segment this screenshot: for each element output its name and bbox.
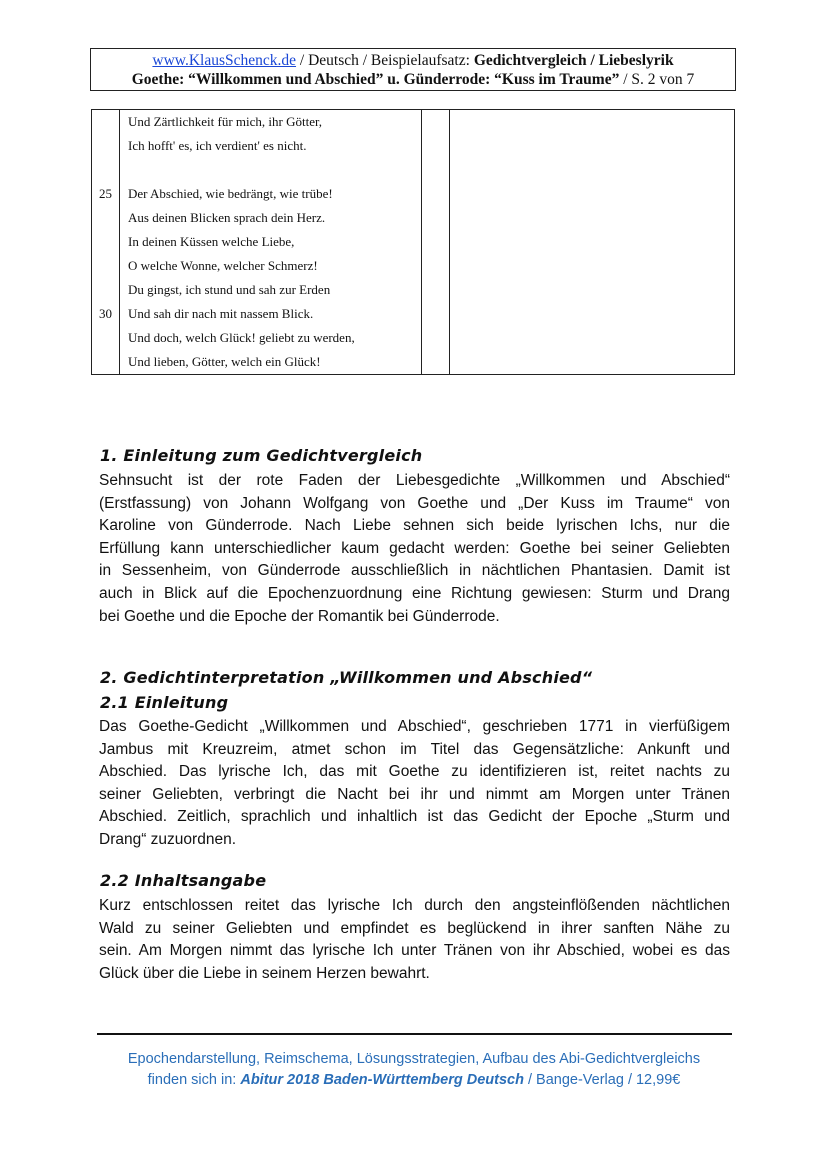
verse-line: Und Zärtlichkeit für mich, ihr Götter, — [128, 114, 323, 129]
page-header — [90, 48, 736, 91]
verse-line: Der Abschied, wie bedrängt, wie trübe! — [128, 186, 333, 201]
verse-line: Und lieben, Götter, welch ein Glück! — [128, 354, 321, 369]
line-number — [92, 254, 119, 278]
header-line-2 — [91, 70, 735, 89]
paragraph-line: Abschied. Zeitlich, sprachlich und inhaltlich ist das Gedicht der Epoche „Sturm und — [99, 808, 730, 826]
section-2-1-paragraph — [99, 716, 730, 852]
verse-line: Aus deinen Blicken sprach dein Herz. — [128, 210, 326, 225]
paragraph-line: auch in Blick auf die Epochenzuordnung eine Richtung gewiesen: Sturm und Drang — [99, 584, 730, 602]
header-breadcrumb: / Deutsch / Beispielaufsatz: — [296, 52, 474, 69]
verse-column — [120, 110, 422, 375]
line-number — [92, 134, 119, 158]
paragraph-line: Drang“ zuzuordnen. — [99, 830, 236, 848]
section-2-heading: 2. Gedichtinterpretation „Willkommen und Abschied“ — [100, 668, 593, 687]
section-2-2-heading: 2.2 Inhaltsangabe — [100, 871, 267, 890]
header-subtitle: Goethe: “Willkommen und Abschied” u. Günderrode: “Kuss im Traume” — [131, 71, 620, 88]
site-link[interactable]: www.KlausSchenck.de — [152, 52, 297, 69]
section-2-2-paragraph — [99, 895, 730, 985]
paragraph-line: seiner Geliebten, verbringt die Nacht bei ihr und nimmt am Morgen unter Tränen — [99, 785, 730, 803]
paragraph-line: (Erstfassung) von Johann Wolfgang von Goethe und „Der Kuss im Traume“ von — [99, 494, 730, 512]
section-1-heading: 1. Einleitung zum Gedichtvergleich — [100, 446, 423, 465]
footer-divider — [97, 1033, 732, 1035]
paragraph-line: bei Goethe und die Epoche der Romantik bei Günderrode. — [99, 607, 500, 625]
paragraph-line: in Sessenheim, von Günderrode ausschließlich in nächtlichen Phantasien. Damit ist — [99, 562, 730, 580]
line-number — [92, 110, 119, 134]
book-title: Abitur 2018 Baden-Württemberg Deutsch — [240, 1072, 524, 1088]
verse-line: O welche Wonne, welcher Schmerz! — [128, 258, 318, 273]
paragraph-line: Glück über die Liebe in seinem Herzen bewahrt. — [99, 964, 430, 982]
line-number — [92, 230, 119, 254]
poem-table — [91, 109, 735, 375]
paragraph-line: Abschied. Das lyrische Ich, das mit Goethe zu identifizieren ist, reitet nachts zu — [99, 763, 730, 781]
verse-line: In deinen Küssen welche Liebe, — [128, 234, 295, 249]
paragraph-line: sein. Am Morgen nimmt das lyrische Ich unter Tränen von ihr Abschied, wobei es das — [99, 942, 730, 960]
page-indicator: / S. 2 von 7 — [619, 71, 695, 88]
notes-column — [450, 110, 735, 375]
paragraph-line: Erfüllung kann unterschiedlicher kaum gedacht werden: Goethe bei seiner Geliebten — [99, 539, 730, 557]
marker-column — [422, 110, 450, 375]
paragraph-line: Kurz entschlossen reitet das lyrische Ich durch den angsteinflößenden nächtlichen — [99, 897, 730, 914]
line-number: 25 — [99, 186, 112, 201]
footer-line-1: Epochendarstellung, Reimschema, Lösungsstrategien, Aufbau des Abi-Gedichtvergleichs — [127, 1051, 701, 1067]
line-number — [92, 158, 119, 182]
line-number — [92, 326, 119, 350]
section-2-1-heading: 2.1 Einleitung — [100, 693, 229, 712]
paragraph-line: Jambus mit Kreuzreim, atmet schon im Titel das Gegensätzliche: Ankunft und — [99, 740, 730, 758]
verse-line: Du gingst, ich stund und sah zur Erden — [128, 282, 331, 297]
line-number-column — [92, 110, 120, 375]
paragraph-line: Das Goethe-Gedicht „Willkommen und Abschied“, geschrieben 1771 in vierfüßigem — [99, 718, 730, 735]
verse-line — [128, 158, 421, 182]
verse-line: Und sah dir nach mit nassem Blick. — [128, 306, 314, 321]
footer-suffix: / Bange-Verlag / 12,99€ — [523, 1072, 681, 1088]
line-number — [92, 206, 119, 230]
line-number — [92, 350, 119, 374]
verse-line: Ich hofft' es, ich verdient' es nicht. — [128, 138, 307, 153]
paragraph-line: Wald zu seiner Geliebten und empfindet es beglückend in ihrer sanften Nähe zu — [99, 919, 730, 937]
paragraph-line: Sehnsucht ist der rote Faden der Liebesgedichte „Willkommen und Abschied“ — [99, 472, 730, 489]
footer — [60, 1049, 768, 1091]
paragraph-line: Karoline von Günderrode. Nach Liebe sehnen sich beide lyrischen Ichs, nur die — [99, 517, 730, 535]
header-line-1 — [91, 51, 735, 70]
footer-line-2 — [60, 1070, 768, 1091]
verse-line: Und doch, welch Glück! geliebt zu werden, — [128, 330, 355, 345]
line-number — [92, 278, 119, 302]
header-topic: Gedichtvergleich / Liebeslyrik — [473, 52, 674, 69]
section-1-paragraph — [99, 470, 730, 628]
line-number: 30 — [99, 306, 112, 321]
footer-prefix: finden sich in: — [147, 1072, 241, 1088]
